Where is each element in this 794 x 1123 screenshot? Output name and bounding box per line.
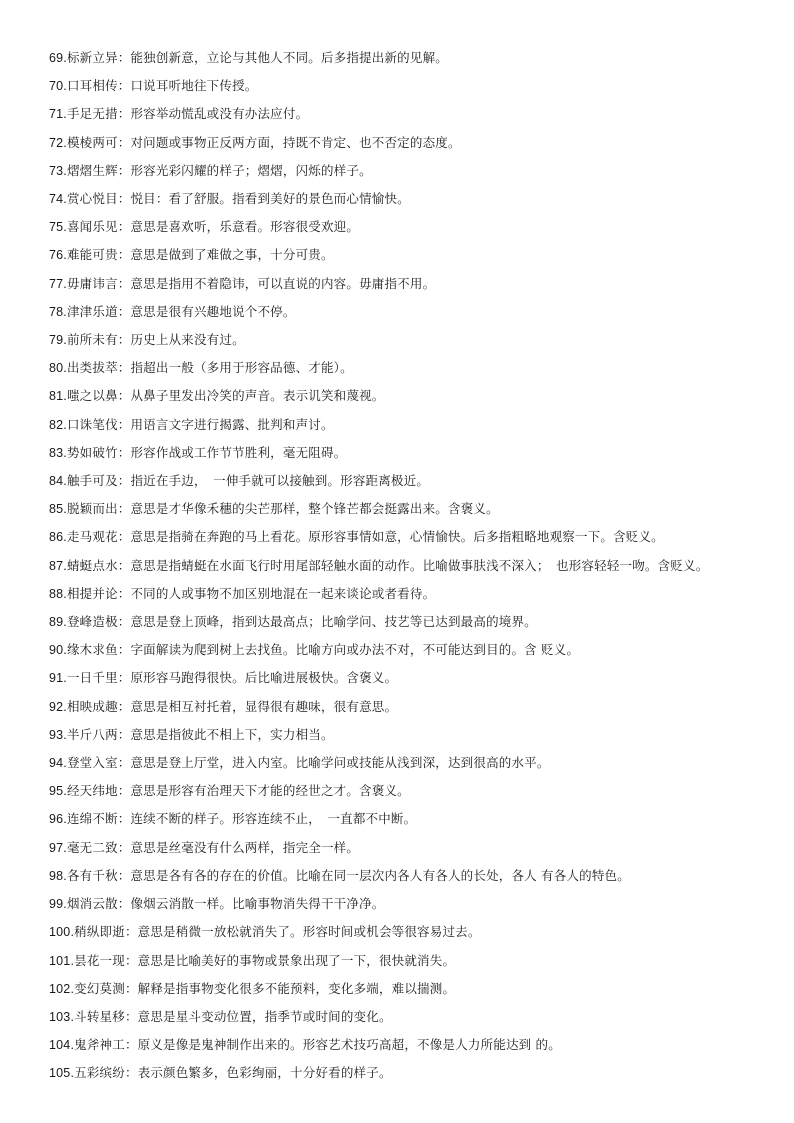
idiom-entry-79 [49, 326, 754, 354]
entry-text: 口耳相传：口说耳听地往下传授。 [66, 78, 258, 94]
entry-text: 毋庸讳言：意思是指用不着隐讳，可以直说的内容。毋庸指不用。 [66, 275, 436, 291]
entry-number: 100. [49, 925, 75, 940]
entry-number: 103. [49, 1009, 75, 1024]
idiom-entry-91 [49, 664, 754, 692]
idiom-entry-73 [49, 157, 754, 185]
entry-number: 97. [49, 840, 67, 855]
entry-number: 81. [49, 389, 67, 404]
idiom-entry-70 [49, 72, 754, 100]
idiom-entry-101 [49, 947, 754, 975]
entry-number: 96. [49, 812, 67, 827]
idiom-entry-87 [49, 552, 754, 580]
entry-number: 71. [49, 107, 67, 122]
entry-text: 鬼斧神工：原义是像是鬼神制作出来的。形容艺术技巧高超，不像是人力所能达到 的。 [74, 1037, 561, 1053]
idiom-entry-94 [49, 749, 754, 777]
entry-text: 相映成趣：意思是相互衬托着，显得很有趣味，很有意思。 [66, 698, 398, 714]
entry-text: 相提并论：不同的人或事物不加区别地混在一起来谈论或者看待。 [66, 585, 436, 601]
entry-text: 斗转星移：意思是星斗变动位置，指季节或时间的变化。 [74, 1008, 392, 1024]
idiom-entry-93 [49, 721, 754, 749]
entry-number: 105. [49, 1066, 75, 1081]
entry-number: 78. [49, 304, 67, 319]
entry-text: 稍纵即逝：意思是稍微一放松就消失了。形容时间或机会等很容易过去。 [74, 924, 481, 940]
entry-text: 前所未有：历史上从来没有过。 [66, 332, 245, 348]
entry-text: 变幻莫测：解释是指事物变化很多不能预料，变化多端，难以揣测。 [74, 980, 456, 996]
idiom-entry-88 [49, 580, 754, 608]
entry-text: 登堂入室：意思是登上厅堂，进入内室。比喻学问或技能从浅到深，达到很高的水平。 [66, 755, 550, 771]
idiom-entry-104 [49, 1031, 754, 1059]
idiom-entry-103 [49, 1003, 754, 1031]
idiom-entry-92 [49, 693, 754, 721]
entry-number: 98. [49, 868, 67, 883]
entry-text: 喜闻乐见：意思是喜欢听，乐意看。形容很受欢迎。 [66, 219, 360, 235]
entry-number: 84. [49, 474, 67, 489]
idiom-entry-76 [49, 241, 754, 269]
entry-number: 93. [49, 727, 67, 742]
entry-text: 经天纬地：意思是形容有治理天下才能的经世之才。含褒义。 [66, 783, 410, 799]
idiom-entry-99 [49, 890, 754, 918]
entry-text: 口诛笔伐：用语言文字进行揭露、批判和声讨。 [66, 416, 334, 432]
entry-number: 72. [49, 135, 67, 150]
entry-number: 79. [49, 333, 67, 348]
entry-number: 76. [49, 248, 67, 263]
entry-number: 80. [49, 361, 67, 376]
entry-number: 69. [49, 51, 67, 65]
entry-text: 毫无二致：意思是丝毫没有什么两样，指完全一样。 [66, 839, 360, 855]
idiom-entry-85 [49, 495, 754, 523]
entry-number: 85. [49, 502, 67, 517]
entry-number: 74. [49, 192, 67, 207]
idiom-entry-77 [49, 270, 754, 298]
idiom-entry-82 [49, 411, 754, 439]
entry-text: 一日千里：原形容马跑得很快。后比喻进展极快。含褒义。 [66, 670, 398, 686]
idiom-entry-98 [49, 862, 754, 890]
entry-text: 蜻蜓点水：意思是指蜻蜓在水面飞行时用尾部轻触水面的动作。比喻做事肤浅不深入； 也形容轻轻一吻。含贬义。 [66, 557, 709, 573]
idiom-entry-74 [49, 185, 754, 213]
entry-text: 模棱两可：对问题或事物正反两方面，持既不肯定、也不否定的态度。 [66, 134, 461, 150]
entry-number: 86. [49, 530, 67, 545]
entry-text: 脱颖而出：意思是才华像禾穗的尖芒那样，整个锋芒都会挺露出来。含褒义。 [66, 501, 499, 517]
entry-number: 102. [49, 981, 75, 996]
entry-text: 昙花一现：意思是比喻美好的事物或景象出现了一下，很快就消失。 [74, 952, 456, 968]
entry-number: 95. [49, 784, 67, 799]
entry-text: 赏心悦目：悦目：看了舒服。指看到美好的景色而心情愉快。 [66, 191, 410, 207]
entry-number: 70. [49, 79, 67, 94]
idiom-entry-81 [49, 382, 754, 410]
entry-number: 87. [49, 558, 67, 573]
entry-number: 73. [49, 163, 67, 178]
idiom-entry-90 [49, 636, 754, 664]
entry-number: 77. [49, 276, 67, 291]
entry-number: 101. [49, 953, 75, 968]
entry-text: 出类拔萃：指超出一般（多用于形容品德、才能）。 [66, 360, 353, 376]
idiom-entry-84 [49, 467, 754, 495]
entry-text: 登峰造极：意思是登上顶峰，指到达最高点；比喻学问、技艺等已达到最高的境界。 [66, 614, 537, 630]
entry-number: 99. [49, 897, 67, 912]
entry-number: 83. [49, 445, 67, 460]
entry-text: 半斤八两：意思是指彼此不相上下，实力相当。 [66, 726, 334, 742]
entry-text: 嗤之以鼻：从鼻子里发出冷笑的声音。表示讥笑和蔑视。 [66, 388, 385, 404]
idiom-entry-105 [49, 1059, 754, 1087]
entry-number: 104. [49, 1038, 75, 1053]
idiom-entry-69 [49, 44, 754, 72]
idiom-entry-72 [49, 129, 754, 157]
entry-text: 缘木求鱼：字面解读为爬到树上去找鱼。比喻方向或办法不对，不可能达到目的。含 贬义。 [66, 642, 580, 658]
entry-text: 烟消云散：像烟云消散一样。比喻事物消失得干干净净。 [66, 896, 385, 912]
entry-text: 五彩缤纷：表示颜色繁多，色彩绚丽，十分好看的样子。 [74, 1065, 392, 1081]
entry-text: 标新立异：能独创新意，立论与其他人不同。后多指提出新的见解。 [66, 50, 448, 65]
idiom-entry-96 [49, 805, 754, 833]
entry-number: 94. [49, 756, 67, 771]
entry-number: 89. [49, 615, 67, 630]
idiom-entry-71 [49, 100, 754, 128]
entry-number: 91. [49, 671, 67, 686]
idiom-entry-100 [49, 918, 754, 946]
idiom-entry-102 [49, 975, 754, 1003]
idiom-entry-80 [49, 354, 754, 382]
idiom-entry-78 [49, 298, 754, 326]
entry-text: 各有千秋：意思是各有各的存在的价值。比喻在同一层次内各人有各人的长处，各人 有各人的特色。 [66, 867, 630, 883]
entry-number: 90. [49, 643, 67, 658]
entry-text: 走马观花：意思是指骑在奔跑的马上看花。原形容事情如意，心情愉快。后多指粗略地观察一下。含贬义。 [66, 529, 664, 545]
idiom-entry-89 [49, 608, 754, 636]
idiom-entry-75 [49, 213, 754, 241]
idiom-entry-86 [49, 523, 754, 551]
idiom-entry-83 [49, 439, 754, 467]
entry-text: 触手可及：指近在手边， 一伸手就可以接触到。形容距离极近。 [66, 473, 430, 489]
entry-text: 熠熠生辉：形容光彩闪耀的样子；熠熠，闪烁的样子。 [66, 162, 372, 178]
entry-text: 难能可贵：意思是做到了难做之事，十分可贵。 [66, 247, 334, 263]
entry-text: 势如破竹：形容作战或工作节节胜利，毫无阻碍。 [66, 444, 347, 460]
entry-text: 津津乐道：意思是很有兴趣地说个不停。 [66, 303, 296, 319]
entry-number: 92. [49, 699, 67, 714]
entry-text: 手足无措：形容举动慌乱或没有办法应付。 [66, 106, 309, 122]
idiom-entry-95 [49, 777, 754, 805]
entry-text: 连绵不断：连续不断的样子。形容连续不止， 一直都不中断。 [66, 811, 417, 827]
idiom-entry-97 [49, 834, 754, 862]
entry-number: 82. [49, 417, 67, 432]
entry-number: 88. [49, 586, 67, 601]
entry-number: 75. [49, 220, 67, 235]
